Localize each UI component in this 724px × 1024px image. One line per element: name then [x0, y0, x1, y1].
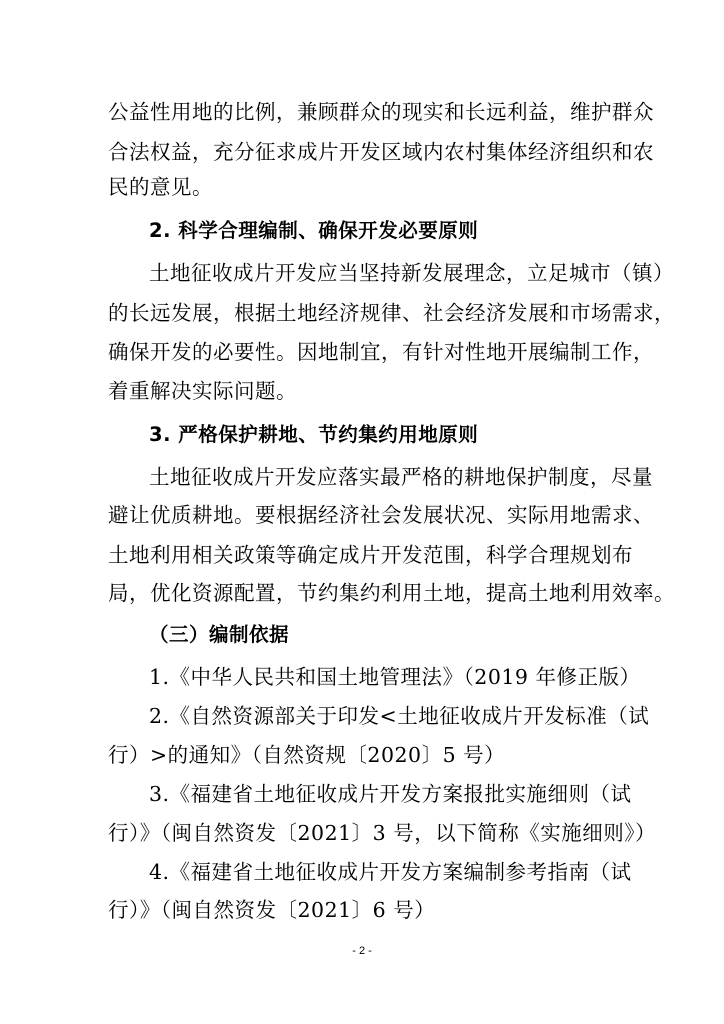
body-text-line: 局，优化资源配置，节约集约利用土地，提高土地利用效率。	[108, 581, 675, 605]
body-text-line: 的长远发展，根据土地经济规律、社会经济发展和市场需求，	[108, 301, 675, 325]
body-text-line: 土地利用相关政策等确定成片开发范围，科学合理规划布	[108, 543, 633, 567]
body-text-line: 着重解决实际问题。	[108, 379, 297, 403]
body-text-line: 合法权益，充分征求成片开发区域内农村集体经济组织和农	[108, 140, 654, 164]
section-heading: 2. 科学合理编制、确保开发必要原则	[149, 219, 479, 242]
body-text-line: 避让优质耕地。要根据经济社会发展状况、实际用地需求、	[108, 503, 654, 527]
reference-item: 2.《自然资源部关于印发<土地征收成片开发标准（试	[149, 704, 650, 728]
page-number: - 2 -	[352, 945, 372, 957]
reference-item-continuation: 行）》（闽自然资发〔2021〕3 号，以下简称《实施细则》）	[108, 821, 656, 845]
reference-item-continuation: 行）>的通知》（自然资规〔2020〕5 号）	[108, 743, 506, 767]
section-heading: 3. 严格保护耕地、节约集约用地原则	[149, 423, 479, 446]
reference-item: 3.《福建省土地征收成片开发方案报批实施细则（试	[149, 782, 632, 806]
body-text-line: 土地征收成片开发应落实最严格的耕地保护制度，尽量	[149, 465, 653, 489]
section-heading: （三）编制依据	[149, 623, 290, 646]
body-text-line: 民的意见。	[108, 175, 213, 199]
body-text-line: 确保开发的必要性。因地制宜，有针对性地开展编制工作，	[108, 340, 654, 364]
body-text-line: 公益性用地的比例，兼顾群众的现实和长远利益，维护群众	[108, 100, 654, 124]
reference-item-continuation: 行）》（闽自然资发〔2021〕6 号）	[108, 898, 436, 922]
reference-item: 4.《福建省土地征收成片开发方案编制参考指南（试	[149, 860, 632, 884]
body-text-line: 土地征收成片开发应当坚持新发展理念，立足城市（镇）	[149, 261, 674, 285]
reference-item: 1.《中华人民共和国土地管理法》（2019 年修正版）	[149, 665, 641, 689]
